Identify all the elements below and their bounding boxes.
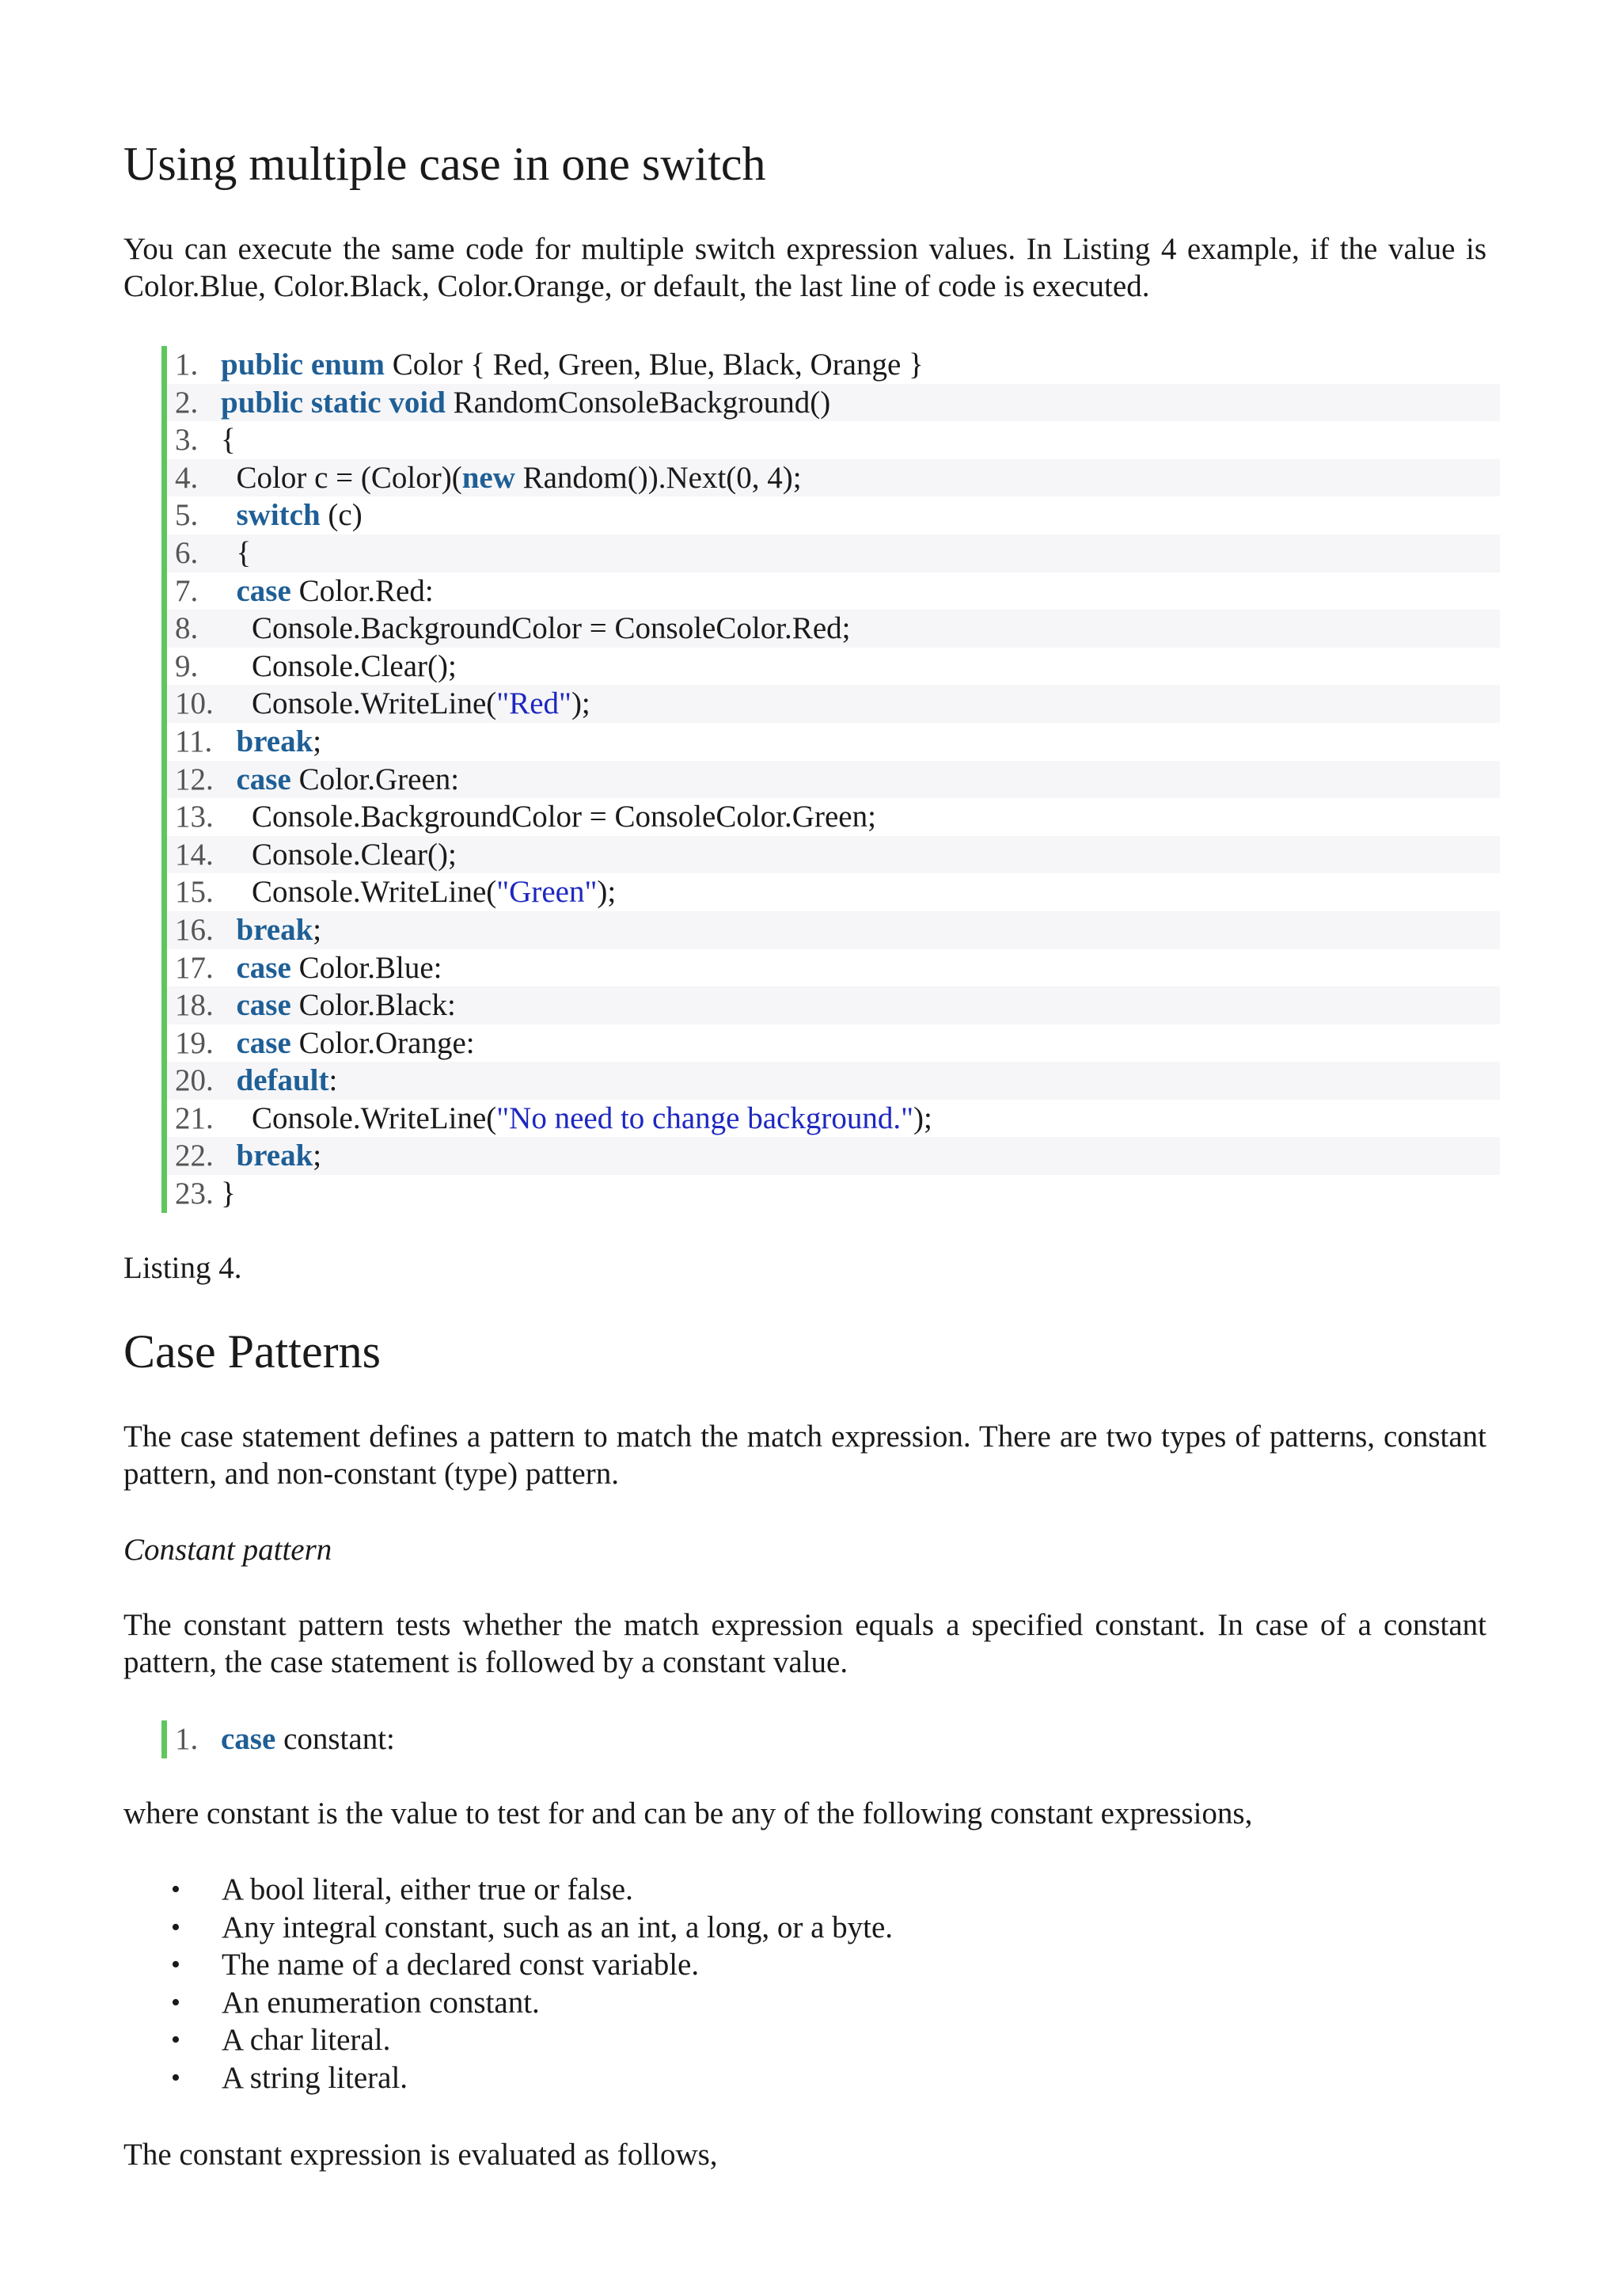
- code-token: );: [571, 686, 590, 721]
- constant-expressions-list: [123, 1871, 893, 2097]
- code-token: Console.BackgroundColor = ConsoleColor.Green;: [252, 800, 876, 834]
- code-token: Console.Clear();: [252, 837, 457, 872]
- code-keyword: static: [310, 385, 382, 420]
- code-token: Color.Green:: [290, 762, 460, 796]
- line-number: 18.: [175, 988, 214, 1023]
- code-text: [221, 1024, 1500, 1062]
- code-token: Console.BackgroundColor = ConsoleColor.Red;: [252, 611, 851, 646]
- code-line: [167, 723, 1500, 761]
- code-keyword: switch: [236, 498, 321, 533]
- code-token: RandomConsoleBackground(): [445, 385, 831, 420]
- code-keyword: case: [236, 950, 291, 985]
- code-keyword: enum: [310, 348, 385, 382]
- line-number: 11.: [175, 724, 213, 758]
- code-line: [167, 534, 1500, 572]
- code-token: [303, 348, 311, 382]
- code-keyword: public: [221, 348, 304, 382]
- code-text: [221, 1137, 1500, 1175]
- code-line: [167, 685, 1500, 723]
- code-text: [221, 496, 1500, 534]
- list-item: • A bool literal, either true or false.: [123, 1871, 893, 1909]
- code-text: [221, 723, 1500, 761]
- code-text: [221, 648, 1500, 686]
- code-token: }: [221, 1177, 236, 1211]
- code-token: Console.WriteLine(: [252, 875, 497, 910]
- code-text: [221, 572, 1500, 610]
- code-keyword: void: [389, 385, 446, 420]
- line-number: 17.: [175, 950, 214, 985]
- code-keyword: case: [236, 988, 291, 1023]
- list-item: • A char literal.: [123, 2021, 893, 2059]
- code-text: [221, 534, 1500, 572]
- code-line: [167, 873, 1500, 911]
- constant-pattern-paragraph: The constant pattern tests whether the match expression equals a specified constant. In case of a constant pattern, the case statement is followed by a constant value.: [123, 1608, 1486, 1679]
- code-token: Console.Clear();: [252, 648, 457, 683]
- line-number: 1.: [175, 1722, 199, 1756]
- code-token: {: [221, 423, 236, 458]
- code-line: [167, 496, 1500, 534]
- code-text: [221, 798, 1500, 836]
- code-token: Color { Red, Green, Blue, Black, Orange }: [385, 348, 924, 382]
- code-line: [167, 610, 1500, 648]
- code-line: [167, 1100, 1500, 1138]
- list-item: • A string literal.: [123, 2059, 893, 2097]
- case-patterns-paragraph: The case statement defines a pattern to match the match expression. There are two types of patterns, constant pattern, and non-constant (type) pattern.: [123, 1420, 1486, 1491]
- code-token: {: [236, 535, 252, 570]
- code-line: [167, 986, 1500, 1024]
- code-keyword: public: [221, 385, 304, 420]
- code-text: [221, 1062, 1500, 1100]
- line-number: 8.: [175, 611, 199, 646]
- code-text: [221, 1175, 1500, 1213]
- code-snippet-case-constant: [161, 1720, 395, 1758]
- code-line: [167, 346, 1500, 384]
- code-token: (c): [320, 498, 363, 533]
- code-line: [167, 798, 1500, 836]
- code-token: Color c = (Color)(: [236, 460, 462, 495]
- closing-paragraph: The constant expression is evaluated as follows,: [123, 2138, 718, 2172]
- code-text: [221, 761, 1500, 799]
- line-number: 16.: [175, 912, 214, 947]
- code-keyword: case: [236, 573, 291, 608]
- section-heading-multiple-case: Using multiple case in one switch: [123, 138, 766, 190]
- line-number: 22.: [175, 1138, 214, 1173]
- code-text: [221, 949, 1500, 987]
- code-token: );: [913, 1100, 932, 1135]
- line-number: 23.: [175, 1177, 214, 1211]
- listing-caption: Listing 4.: [123, 1251, 242, 1285]
- code-keyword: case: [221, 1722, 276, 1756]
- line-number: 2.: [175, 385, 199, 420]
- list-item: • Any integral constant, such as an int, a long, or a byte.: [123, 1909, 893, 1947]
- code-token: Console.WriteLine(: [252, 686, 497, 721]
- code-line: [167, 384, 1500, 422]
- code-token: [303, 386, 311, 420]
- code-token: Color.Red:: [290, 573, 434, 608]
- code-keyword: case: [236, 762, 291, 796]
- code-keyword: break: [236, 912, 313, 947]
- code-text: [221, 610, 1500, 648]
- code-text: [221, 911, 1500, 949]
- code-text: [221, 1720, 395, 1758]
- code-listing-4: [161, 346, 1500, 1213]
- line-number: 20.: [175, 1063, 214, 1098]
- line-number: 12.: [175, 762, 214, 796]
- code-token: :: [328, 1063, 338, 1098]
- constant-pattern-subheading: Constant pattern: [123, 1533, 332, 1567]
- line-number: 9.: [175, 648, 199, 683]
- line-number: 5.: [175, 498, 199, 533]
- code-line: [167, 572, 1500, 610]
- code-text: [221, 873, 1500, 911]
- code-line: [167, 421, 1500, 459]
- line-number: 10.: [175, 686, 214, 721]
- code-line: [167, 648, 1500, 686]
- code-line: [167, 836, 1500, 874]
- line-number: 13.: [175, 800, 214, 834]
- code-keyword: break: [236, 724, 313, 758]
- code-text: [221, 1100, 1500, 1138]
- code-token: Random()).Next(0, 4);: [514, 460, 802, 495]
- line-number: 6.: [175, 535, 199, 570]
- code-line: [167, 1137, 1500, 1175]
- code-token: constant:: [275, 1722, 395, 1756]
- code-string: "Red": [496, 686, 571, 721]
- intro-paragraph: You can execute the same code for multiple switch expression values. In Listing 4 example, if the value is Color.Blue, Color.Black, Color.Orange, or default, the last line of code is executed.: [123, 232, 1486, 303]
- code-token: );: [597, 875, 617, 910]
- code-token: Color.Blue:: [290, 950, 442, 985]
- list-item: • An enumeration constant.: [123, 1984, 893, 2022]
- code-token: Color.Black:: [290, 988, 456, 1023]
- line-number: 1.: [175, 348, 199, 382]
- code-token: ;: [313, 1138, 322, 1173]
- code-line: [167, 1024, 1500, 1062]
- line-number: 4.: [175, 460, 199, 495]
- code-token: ;: [313, 724, 322, 758]
- code-text: [221, 346, 1500, 384]
- code-keyword: case: [236, 1025, 291, 1060]
- code-text: [221, 421, 1500, 459]
- code-text: [221, 836, 1500, 874]
- line-number: 3.: [175, 423, 199, 458]
- code-text: [221, 685, 1500, 723]
- line-number: 14.: [175, 837, 214, 872]
- code-line: [167, 911, 1500, 949]
- list-item: • The name of a declared const variable.: [123, 1946, 893, 1984]
- line-number: 7.: [175, 573, 199, 608]
- line-number: 21.: [175, 1100, 214, 1135]
- code-text: [221, 384, 1500, 422]
- code-token: ;: [313, 912, 322, 947]
- code-token: Console.WriteLine(: [252, 1100, 497, 1135]
- code-keyword: break: [236, 1138, 313, 1173]
- code-string: "Green": [496, 875, 598, 910]
- code-token: [382, 386, 389, 420]
- line-number: 19.: [175, 1025, 214, 1060]
- code-keyword: new: [461, 460, 515, 495]
- code-text: [221, 459, 1500, 497]
- code-keyword: default: [236, 1063, 329, 1098]
- code-string: "No need to change background.": [496, 1100, 914, 1135]
- code-line: [167, 761, 1500, 799]
- constant-expressions-intro: where constant is the value to test for and can be any of the following constant expressions,: [123, 1796, 1253, 1830]
- line-number: 15.: [175, 875, 214, 910]
- code-text: [221, 986, 1500, 1024]
- code-line: [167, 1720, 395, 1758]
- code-line: [167, 949, 1500, 987]
- code-token: Color.Orange:: [290, 1025, 475, 1060]
- code-line: [167, 1175, 1500, 1213]
- code-line: [167, 1062, 1500, 1100]
- code-line: [167, 459, 1500, 497]
- section-heading-case-patterns: Case Patterns: [123, 1325, 381, 1378]
